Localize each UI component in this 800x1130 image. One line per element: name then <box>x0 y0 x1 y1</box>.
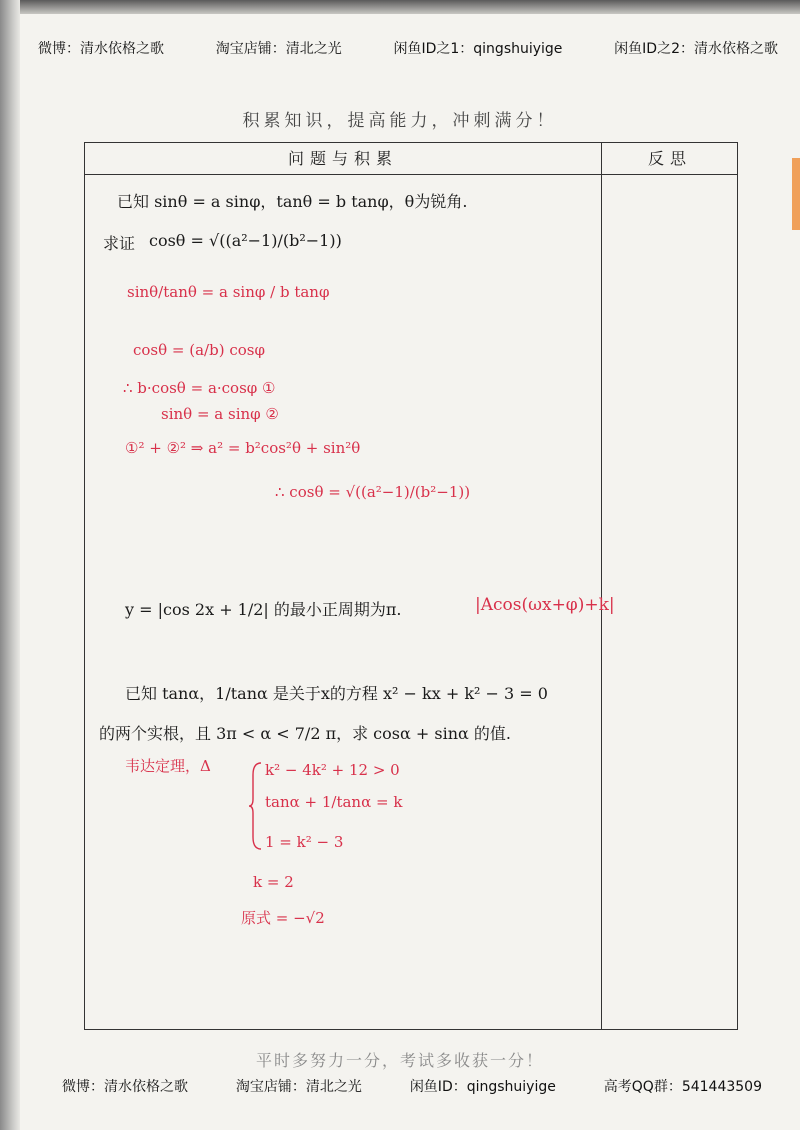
problem3-text-line2: 的两个实根，且 3π < α < 7/2 π，求 cosα + sinα 的值. <box>99 724 511 743</box>
page-tab <box>792 158 800 230</box>
problem1-step-2: cosθ = (a/b) cosφ <box>133 341 265 359</box>
problem3-text-line1: 已知 tanα，1/tanα 是关于x的方程 x² − kx + k² − 3 = 0 <box>125 684 548 703</box>
header-xianyu-1: 闲鱼ID之1：qingshuiyige <box>393 41 563 57</box>
column-header-questions: 问题与积累 <box>287 149 398 168</box>
column-divider <box>601 143 602 1029</box>
problem3-step-1: 韦达定理，Δ <box>125 757 211 775</box>
column-header-reflection: 反思 <box>647 149 692 168</box>
problem1-step-6: ∴ cosθ = √((a²−1)/(b²−1)) <box>275 483 471 501</box>
table-header-row <box>85 143 737 175</box>
page-motto: 积累知识，提高能力，冲刺满分！ <box>242 111 558 131</box>
problem1-prove-expr: cosθ = √((a²−1)/(b²−1)) <box>149 231 342 250</box>
header-taobao: 淘宝店铺：清北之光 <box>215 41 342 57</box>
footer-qq: 高考QQ群：541443509 <box>603 1079 762 1095</box>
header-weibo: 微博：清水依格之歌 <box>38 41 164 57</box>
problem3-step-2: k² − 4k² + 12 > 0 <box>265 761 400 779</box>
problem3-step-4: 1 = k² − 3 <box>265 833 344 851</box>
binding-edge <box>0 0 20 1130</box>
problem3-step-3: tanα + 1/tanα = k <box>265 793 403 811</box>
problem1-prove-label: 求证 <box>103 234 136 253</box>
problem2-text: y = |cos 2x + 1/2| 的最小正周期为π. <box>125 600 402 619</box>
system-brace <box>249 761 263 851</box>
problem1-step-1: sinθ/tanθ = a sinφ / b tanφ <box>127 283 330 301</box>
problem1-step-4: sinθ = a sinφ ② <box>161 405 279 423</box>
problem1-given: 已知 sinθ = a sinφ，tanθ = b tanφ，θ为锐角. <box>117 192 468 211</box>
footer-weibo: 微博：清水依格之歌 <box>62 1079 188 1095</box>
header-xianyu-2: 闲鱼ID之2：清水依格之歌 <box>614 41 778 57</box>
scan-edge <box>0 0 800 14</box>
problem3-step-5: k = 2 <box>253 873 294 891</box>
header-bar <box>38 38 778 58</box>
footer-taobao: 淘宝店铺：清北之光 <box>235 1079 362 1095</box>
problem1-step-5: ①² + ②² ⇒ a² = b²cos²θ + sin²θ <box>125 439 361 457</box>
notes-table <box>84 142 738 1030</box>
problem2-note: |Acos(ωx+φ)+k| <box>475 595 615 615</box>
footer-motto: 平时多努力一分，考试多收获一分！ <box>255 1051 544 1070</box>
problem1-step-3: ∴ b·cosθ = a·cosφ ① <box>123 379 276 397</box>
footer-bar <box>62 1076 762 1096</box>
problem3-step-6: 原式 = −√2 <box>241 909 325 927</box>
footer-xianyu: 闲鱼ID：qingshuiyige <box>409 1079 556 1095</box>
